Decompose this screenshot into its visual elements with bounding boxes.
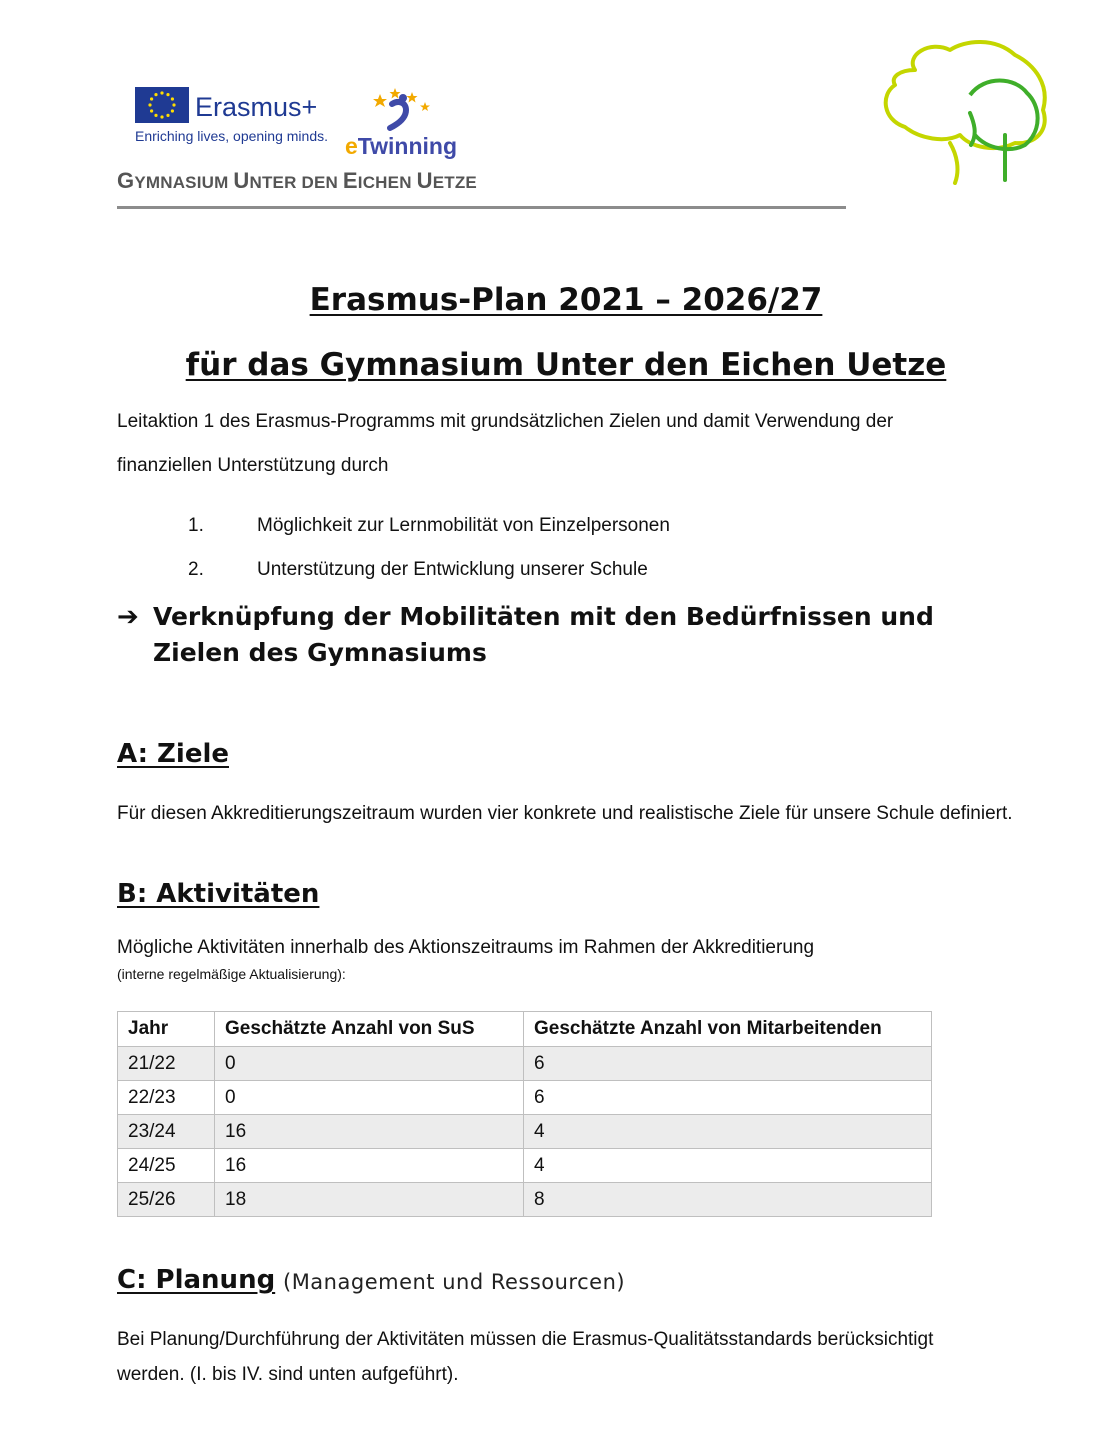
table-cell: 6 <box>524 1081 932 1115</box>
intro-line-2: finanziellen Unterstützung durch <box>117 455 389 476</box>
table-row <box>118 1081 932 1115</box>
table-cell: 21/22 <box>118 1047 215 1081</box>
etwinning-e: e <box>345 133 358 159</box>
table-cell: 8 <box>524 1183 932 1217</box>
table-cell: 16 <box>215 1149 524 1183</box>
section-b-text: Mögliche Aktivitäten innerhalb des Aktionszeitraums im Rahmen der Akkreditierung <box>117 937 815 958</box>
page-title: Erasmus-Plan 2021 – 2026/27 <box>309 282 823 318</box>
table-cell: 4 <box>524 1149 932 1183</box>
etwinning-rest: Twinning <box>357 133 458 159</box>
school-name-rest: ETZE <box>432 173 477 192</box>
table-cell: 4 <box>524 1115 932 1149</box>
table-row <box>118 1149 932 1183</box>
school-name-cap: G <box>117 168 135 193</box>
intro-line-1: Leitaktion 1 des Erasmus-Programms mit grundsätzlichen Zielen und damit Verwendung der <box>117 411 894 432</box>
tree-icon <box>875 35 1055 185</box>
eu-stars-icon <box>135 87 189 123</box>
goal-link-heading: Verknüpfung der Mobilitäten mit den Bedürfnissen und Zielen des Gymnasiums <box>153 602 934 667</box>
table-cell: 6 <box>524 1047 932 1081</box>
eu-flag-logo <box>135 87 189 123</box>
section-a-text: Für diesen Akkreditierungszeitraum wurden vier konkrete und realistische Ziele für unsere Schule definiert. <box>117 803 1013 824</box>
table-header-row <box>118 1012 932 1047</box>
section-heading-planung: C: Planung <box>117 1265 276 1295</box>
school-name-cap: U <box>233 168 250 193</box>
activities-table <box>117 1011 932 1217</box>
section-c-text: Bei Planung/Durchführung der Aktivitäten müssen die Erasmus-Qualitätsstandards berücksichtigt werden. (I. bis IV. sind unten aufgeführt). <box>117 1329 934 1385</box>
section-heading-ziele: A: Ziele <box>117 739 229 769</box>
table-header-cell: Geschätzte Anzahl von Mitarbeitenden <box>524 1012 932 1047</box>
header-divider <box>117 206 846 209</box>
table-row <box>118 1047 932 1081</box>
table-row <box>118 1183 932 1217</box>
list-item-number: 1. <box>188 515 204 536</box>
page-subtitle: für das Gymnasium Unter den Eichen Uetze <box>185 347 947 383</box>
list-item-text: Möglichkeit zur Lernmobilität von Einzelpersonen <box>257 515 670 536</box>
table-cell: 18 <box>215 1183 524 1217</box>
section-b-note: (interne regelmäßige Aktualisierung): <box>117 966 346 982</box>
table-cell: 0 <box>215 1047 524 1081</box>
table-cell: 23/24 <box>118 1115 215 1149</box>
section-heading-aktivitaeten: B: Aktivitäten <box>117 879 320 909</box>
school-name-header <box>117 168 477 196</box>
school-name-rest: YMNASIUM <box>134 173 234 192</box>
table-row <box>118 1115 932 1149</box>
list-item-text: Unterstützung der Entwicklung unserer Schule <box>257 559 648 580</box>
oak-tree-logo <box>875 35 1055 185</box>
etwinning-wordmark <box>345 133 457 159</box>
section-c-subheading: (Management und Ressourcen) <box>283 1270 626 1294</box>
school-name-cap: U <box>416 168 433 193</box>
table-cell: 22/23 <box>118 1081 215 1115</box>
erasmus-plus-wordmark: Erasmus+ <box>195 92 318 122</box>
table-cell: 0 <box>215 1081 524 1115</box>
arrow-right-icon: ➔ <box>117 601 139 631</box>
table-cell: 16 <box>215 1115 524 1149</box>
table-header-cell: Geschätzte Anzahl von SuS <box>215 1012 524 1047</box>
school-name-rest: ICHEN <box>357 173 417 192</box>
list-item-number: 2. <box>188 559 204 580</box>
etwinning-figure-icon <box>340 84 460 134</box>
erasmus-tagline: Enriching lives, opening minds. <box>135 128 328 144</box>
table-cell: 24/25 <box>118 1149 215 1183</box>
school-name-cap: E <box>342 168 358 193</box>
school-name-rest: NTER DEN <box>249 173 343 192</box>
table-header-cell: Jahr <box>118 1012 215 1047</box>
table-cell: 25/26 <box>118 1183 215 1217</box>
